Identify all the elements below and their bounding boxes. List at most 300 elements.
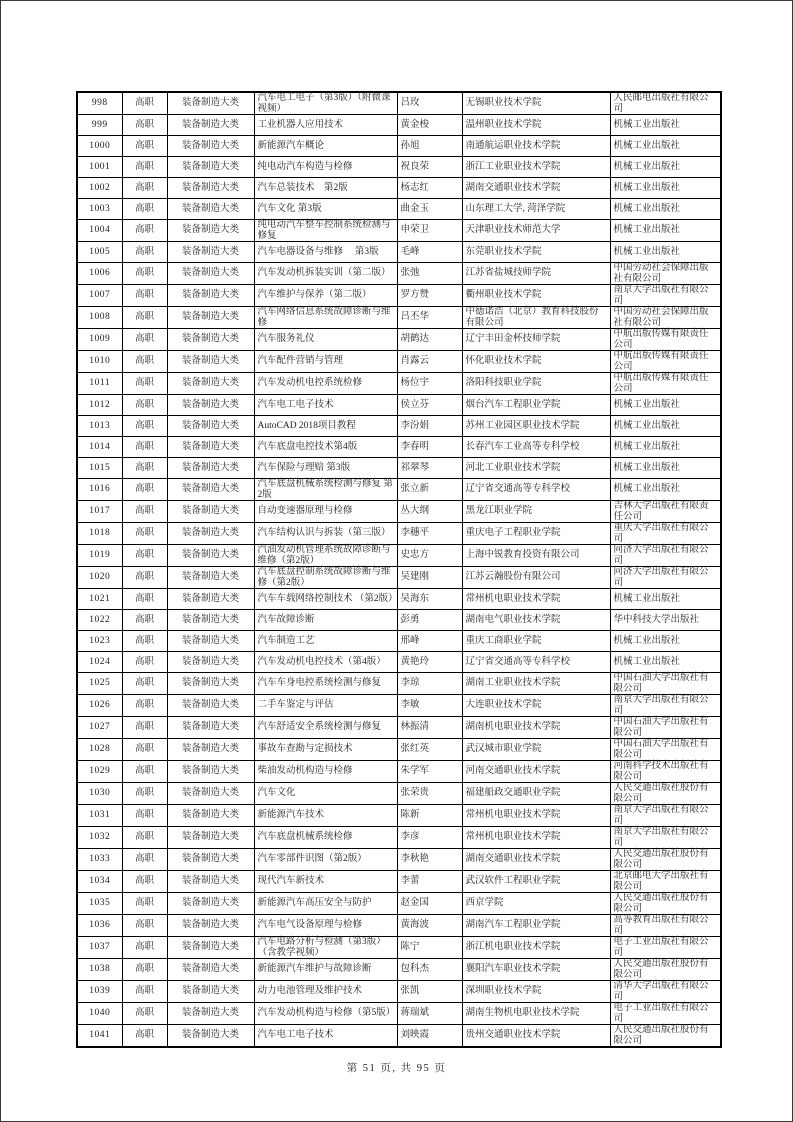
table-row — [77, 805, 721, 827]
cell-level: 高职 — [122, 545, 167, 567]
cell-title: 汽车故障诊断 — [254, 610, 397, 631]
cell-organization: 上海中锐教育投资有限公司 — [462, 545, 610, 567]
table-row — [77, 673, 721, 695]
cell-number: 1029 — [77, 761, 122, 783]
cell-publisher: 人民交通出版社股份有限公司 — [610, 1025, 721, 1048]
cell-publisher: 机械工业出版社 — [610, 178, 721, 199]
cell-number: 1032 — [77, 827, 122, 849]
cell-publisher: 中航出版传媒有限责任公司 — [610, 351, 721, 373]
cell-publisher: 人民交通出版社股份有限公司 — [610, 849, 721, 871]
cell-title: 汽车底盘机械系统检修 — [254, 827, 397, 849]
cell-category: 装备制造大类 — [167, 805, 254, 827]
cell-publisher: 机械工业出版社 — [610, 395, 721, 416]
cell-title: 汽车保险与理赔 第3版 — [254, 458, 397, 479]
table-row — [77, 479, 721, 501]
cell-title: 汽车总装技术 第2版 — [254, 178, 397, 199]
cell-author: 李彦 — [397, 827, 462, 849]
cell-title: 汽油发动机管理系统故障诊断与维修（第2版） — [254, 545, 397, 567]
cell-category: 装备制造大类 — [167, 610, 254, 631]
cell-level: 高职 — [122, 610, 167, 631]
table-row — [77, 1025, 721, 1048]
cell-number: 1031 — [77, 805, 122, 827]
cell-author: 祝良荣 — [397, 157, 462, 178]
cell-category: 装备制造大类 — [167, 871, 254, 893]
cell-level: 高职 — [122, 915, 167, 937]
cell-category: 装备制造大类 — [167, 827, 254, 849]
cell-category: 装备制造大类 — [167, 717, 254, 739]
cell-number: 1009 — [77, 329, 122, 351]
cell-publisher: 电子工业出版社有限公司 — [610, 1003, 721, 1025]
cell-level: 高职 — [122, 178, 167, 199]
cell-publisher: 河南科学技术出版社有限公司 — [610, 761, 721, 783]
cell-publisher: 清华大学出版社有限公司 — [610, 981, 721, 1003]
table-row — [77, 1003, 721, 1025]
cell-publisher: 机械工业出版社 — [610, 136, 721, 157]
cell-category: 装备制造大类 — [167, 501, 254, 523]
cell-level: 高职 — [122, 673, 167, 695]
cell-number: 1015 — [77, 458, 122, 479]
cell-author: 祁翠琴 — [397, 458, 462, 479]
cell-level: 高职 — [122, 479, 167, 501]
cell-number: 1024 — [77, 652, 122, 673]
cell-organization: 山东理工大学, 菏泽学院 — [462, 199, 610, 220]
cell-category: 装备制造大类 — [167, 937, 254, 959]
cell-number: 1005 — [77, 242, 122, 263]
cell-category: 装备制造大类 — [167, 589, 254, 610]
cell-publisher: 机械工业出版社 — [610, 416, 721, 437]
cell-organization: 重庆电子工程职业学院 — [462, 523, 610, 545]
cell-number: 1007 — [77, 285, 122, 307]
cell-organization: 河北工业职业技术学院 — [462, 458, 610, 479]
cell-number: 999 — [77, 115, 122, 136]
table-body — [77, 92, 721, 1047]
cell-organization: 怀化职业技术学院 — [462, 351, 610, 373]
cell-author: 邢峰 — [397, 631, 462, 652]
cell-publisher: 人民交通出版社股份有限公司 — [610, 959, 721, 981]
cell-publisher: 中国石油大学出版社有限公司 — [610, 673, 721, 695]
table-row — [77, 220, 721, 242]
cell-organization: 浙江工业职业技术学院 — [462, 157, 610, 178]
cell-organization: 辽宁省交通高等专科学校 — [462, 479, 610, 501]
cell-organization: 常州机电职业技术学院 — [462, 827, 610, 849]
cell-publisher: 人民交通出版社股份有限公司 — [610, 783, 721, 805]
cell-category: 装备制造大类 — [167, 92, 254, 115]
cell-title: 汽车配件营销与管理 — [254, 351, 397, 373]
cell-number: 1004 — [77, 220, 122, 242]
table-row — [77, 739, 721, 761]
table-row — [77, 437, 721, 458]
cell-author: 吴海东 — [397, 589, 462, 610]
cell-publisher: 中国劳动社会保障出版社有限公司 — [610, 307, 721, 329]
cell-author: 孙旭 — [397, 136, 462, 157]
table-row — [77, 849, 721, 871]
cell-organization: 湖南交通职业技术学院 — [462, 849, 610, 871]
cell-title: 汽车服务礼仪 — [254, 329, 397, 351]
cell-publisher: 机械工业出版社 — [610, 479, 721, 501]
cell-level: 高职 — [122, 783, 167, 805]
cell-title: 汽车维护与保养（第二版） — [254, 285, 397, 307]
cell-author: 曲金玉 — [397, 199, 462, 220]
cell-author: 毛峰 — [397, 242, 462, 263]
cell-organization: 武汉城市职业学院 — [462, 739, 610, 761]
cell-publisher: 机械工业出版社 — [610, 220, 721, 242]
cell-organization: 西京学院 — [462, 893, 610, 915]
cell-level: 高职 — [122, 501, 167, 523]
cell-author: 黄金梭 — [397, 115, 462, 136]
table-row — [77, 416, 721, 437]
cell-level: 高职 — [122, 981, 167, 1003]
cell-level: 高职 — [122, 285, 167, 307]
cell-organization: 福建船政交通职业学院 — [462, 783, 610, 805]
cell-author: 杨志红 — [397, 178, 462, 199]
cell-level: 高职 — [122, 959, 167, 981]
table-row — [77, 567, 721, 589]
table-row — [77, 717, 721, 739]
cell-number: 1022 — [77, 610, 122, 631]
cell-level: 高职 — [122, 351, 167, 373]
cell-publisher: 高等教育出版社有限公司 — [610, 915, 721, 937]
cell-author: 丛大纲 — [397, 501, 462, 523]
table-row — [77, 136, 721, 157]
table-row — [77, 329, 721, 351]
cell-author: 申荣卫 — [397, 220, 462, 242]
cell-category: 装备制造大类 — [167, 199, 254, 220]
cell-author: 李汾娟 — [397, 416, 462, 437]
table-row — [77, 115, 721, 136]
cell-category: 装备制造大类 — [167, 631, 254, 652]
cell-publisher: 机械工业出版社 — [610, 115, 721, 136]
cell-title: 汽车电工电子（第3版）（附微课视频） — [254, 92, 397, 115]
cell-title: 汽车车身电控系统检测与修复 — [254, 673, 397, 695]
cell-level: 高职 — [122, 416, 167, 437]
cell-category: 装备制造大类 — [167, 157, 254, 178]
table-row — [77, 893, 721, 915]
cell-author: 吕丕华 — [397, 307, 462, 329]
cell-number: 1030 — [77, 783, 122, 805]
cell-organization: 烟台汽车工程职业学院 — [462, 395, 610, 416]
cell-author: 陈新 — [397, 805, 462, 827]
cell-publisher: 机械工业出版社 — [610, 458, 721, 479]
cell-author: 陈宁 — [397, 937, 462, 959]
cell-level: 高职 — [122, 263, 167, 285]
cell-title: 新能源汽车技术 — [254, 805, 397, 827]
cell-number: 1003 — [77, 199, 122, 220]
cell-author: 彭勇 — [397, 610, 462, 631]
cell-title: 工业机器人应用技术 — [254, 115, 397, 136]
cell-category: 装备制造大类 — [167, 652, 254, 673]
cell-category: 装备制造大类 — [167, 263, 254, 285]
cell-publisher: 人民邮电出版社有限公司 — [610, 92, 721, 115]
cell-organization: 衢州职业技术学院 — [462, 285, 610, 307]
cell-number: 1017 — [77, 501, 122, 523]
cell-level: 高职 — [122, 631, 167, 652]
cell-publisher: 机械工业出版社 — [610, 652, 721, 673]
cell-organization: 常州机电职业技术学院 — [462, 589, 610, 610]
cell-number: 1036 — [77, 915, 122, 937]
table-row — [77, 178, 721, 199]
cell-level: 高职 — [122, 373, 167, 395]
cell-category: 装备制造大类 — [167, 220, 254, 242]
cell-publisher: 机械工业出版社 — [610, 199, 721, 220]
cell-category: 装备制造大类 — [167, 136, 254, 157]
cell-title: 纯电动汽车整车控制系统检测与修复 — [254, 220, 397, 242]
cell-author: 林振清 — [397, 717, 462, 739]
cell-author: 吴建刚 — [397, 567, 462, 589]
cell-organization: 浙江机电职业技术学院 — [462, 937, 610, 959]
cell-publisher: 机械工业出版社 — [610, 157, 721, 178]
cell-category: 装备制造大类 — [167, 893, 254, 915]
page-footer: 第 51 页, 共 95 页 — [346, 1063, 447, 1074]
cell-category: 装备制造大类 — [167, 479, 254, 501]
cell-title: 事故车查勘与定损技术 — [254, 739, 397, 761]
cell-level: 高职 — [122, 523, 167, 545]
cell-level: 高职 — [122, 695, 167, 717]
textbook-table — [76, 91, 722, 1048]
cell-level: 高职 — [122, 849, 167, 871]
cell-number: 1010 — [77, 351, 122, 373]
table-row — [77, 351, 721, 373]
cell-title: 汽车电工电子技术 — [254, 395, 397, 416]
table-row — [77, 871, 721, 893]
cell-number: 1016 — [77, 479, 122, 501]
table-row — [77, 981, 721, 1003]
cell-level: 高职 — [122, 893, 167, 915]
cell-category: 装备制造大类 — [167, 545, 254, 567]
cell-number: 1014 — [77, 437, 122, 458]
cell-level: 高职 — [122, 136, 167, 157]
table-row — [77, 285, 721, 307]
cell-title: 汽车发动机电控技术（第4版） — [254, 652, 397, 673]
cell-level: 高职 — [122, 717, 167, 739]
cell-publisher: 机械工业出版社 — [610, 589, 721, 610]
cell-organization: 湖南机电职业技术学院 — [462, 717, 610, 739]
table-row — [77, 501, 721, 523]
cell-title: 汽车文化 第3版 — [254, 199, 397, 220]
cell-category: 装备制造大类 — [167, 373, 254, 395]
cell-level: 高职 — [122, 220, 167, 242]
cell-author: 肖露云 — [397, 351, 462, 373]
cell-author: 李蕾 — [397, 871, 462, 893]
cell-level: 高职 — [122, 1025, 167, 1048]
cell-level: 高职 — [122, 242, 167, 263]
table-row — [77, 263, 721, 285]
cell-category: 装备制造大类 — [167, 115, 254, 136]
cell-organization: 长春汽车工业高等专科学校 — [462, 437, 610, 458]
table-row — [77, 373, 721, 395]
cell-publisher: 人民交通出版社股份有限公司 — [610, 893, 721, 915]
cell-organization: 河南交通职业技术学院 — [462, 761, 610, 783]
cell-publisher: 机械工业出版社 — [610, 242, 721, 263]
cell-number: 1027 — [77, 717, 122, 739]
table-row — [77, 523, 721, 545]
cell-organization: 武汉软件工程职业学院 — [462, 871, 610, 893]
cell-organization: 江苏云瀚股份有限公司 — [462, 567, 610, 589]
cell-category: 装备制造大类 — [167, 178, 254, 199]
table-row — [77, 959, 721, 981]
cell-number: 1008 — [77, 307, 122, 329]
cell-category: 装备制造大类 — [167, 849, 254, 871]
cell-title: 柴油发动机构造与检修 — [254, 761, 397, 783]
cell-number: 1038 — [77, 959, 122, 981]
cell-number: 1000 — [77, 136, 122, 157]
cell-category: 装备制造大类 — [167, 351, 254, 373]
cell-title: 汽车发动机拆装实训（第二版） — [254, 263, 397, 285]
cell-number: 1041 — [77, 1025, 122, 1048]
table-row — [77, 631, 721, 652]
cell-organization: 黑龙江职业学院 — [462, 501, 610, 523]
cell-publisher: 南京大学出版社有限公司 — [610, 695, 721, 717]
cell-level: 高职 — [122, 937, 167, 959]
cell-author: 李春明 — [397, 437, 462, 458]
cell-author: 罗方赞 — [397, 285, 462, 307]
cell-level: 高职 — [122, 805, 167, 827]
cell-publisher: 中国石油大学出版社有限公司 — [610, 717, 721, 739]
cell-number: 1035 — [77, 893, 122, 915]
cell-level: 高职 — [122, 307, 167, 329]
cell-organization: 贵州交通职业技术学院 — [462, 1025, 610, 1048]
cell-number: 1011 — [77, 373, 122, 395]
cell-category: 装备制造大类 — [167, 1003, 254, 1025]
cell-number: 1013 — [77, 416, 122, 437]
cell-publisher: 机械工业出版社 — [610, 437, 721, 458]
table-row — [77, 199, 721, 220]
cell-category: 装备制造大类 — [167, 416, 254, 437]
cell-number: 1034 — [77, 871, 122, 893]
cell-author: 胡鹤达 — [397, 329, 462, 351]
cell-title: 汽车结构认识与拆装（第三版） — [254, 523, 397, 545]
cell-title: 汽车底盘控制系统故障诊断与维修（第2版） — [254, 567, 397, 589]
cell-category: 装备制造大类 — [167, 242, 254, 263]
table-row — [77, 157, 721, 178]
cell-number: 1023 — [77, 631, 122, 652]
cell-title: 汽车底盘电控技术第4版 — [254, 437, 397, 458]
cell-author: 刘映霞 — [397, 1025, 462, 1048]
table-row — [77, 652, 721, 673]
cell-title: 新能源汽车维护与故障诊断 — [254, 959, 397, 981]
cell-category: 装备制造大类 — [167, 329, 254, 351]
cell-level: 高职 — [122, 761, 167, 783]
cell-level: 高职 — [122, 652, 167, 673]
cell-author: 张立新 — [397, 479, 462, 501]
cell-publisher: 同济大学出版社有限公司 — [610, 545, 721, 567]
cell-level: 高职 — [122, 395, 167, 416]
cell-number: 1033 — [77, 849, 122, 871]
cell-author: 朱学军 — [397, 761, 462, 783]
table-row — [77, 915, 721, 937]
cell-level: 高职 — [122, 437, 167, 458]
cell-title: AutoCAD 2018项目教程 — [254, 416, 397, 437]
cell-author: 吕玫 — [397, 92, 462, 115]
cell-author: 黄艳玲 — [397, 652, 462, 673]
cell-level: 高职 — [122, 739, 167, 761]
cell-publisher: 南京大学出版社有限公司 — [610, 827, 721, 849]
cell-category: 装备制造大类 — [167, 307, 254, 329]
cell-title: 二手车鉴定与评估 — [254, 695, 397, 717]
table-row — [77, 307, 721, 329]
table-row — [77, 92, 721, 115]
cell-title: 自动变速器原理与检修 — [254, 501, 397, 523]
cell-number: 998 — [77, 92, 122, 115]
cell-publisher: 中航出版传媒有限责任公司 — [610, 329, 721, 351]
cell-level: 高职 — [122, 567, 167, 589]
cell-number: 1025 — [77, 673, 122, 695]
table-row — [77, 242, 721, 263]
cell-title: 新能源汽车高压安全与防护 — [254, 893, 397, 915]
cell-title: 汽车网络信息系统故障诊断与维修 — [254, 307, 397, 329]
cell-title: 汽车舒适安全系统检测与修复 — [254, 717, 397, 739]
cell-author: 杨位宇 — [397, 373, 462, 395]
cell-number: 1002 — [77, 178, 122, 199]
cell-organization: 常州机电职业技术学院 — [462, 805, 610, 827]
cell-title: 汽车电气设备原理与检修 — [254, 915, 397, 937]
cell-organization: 辽宁丰田金杯技师学院 — [462, 329, 610, 351]
cell-category: 装备制造大类 — [167, 395, 254, 416]
cell-level: 高职 — [122, 1003, 167, 1025]
cell-author: 蒋瑞斌 — [397, 1003, 462, 1025]
cell-organization: 洛阳科技职业学院 — [462, 373, 610, 395]
cell-organization: 大连职业技术学院 — [462, 695, 610, 717]
table-row — [77, 695, 721, 717]
cell-category: 装备制造大类 — [167, 285, 254, 307]
cell-author: 侯立芬 — [397, 395, 462, 416]
cell-author: 赵金国 — [397, 893, 462, 915]
cell-number: 1021 — [77, 589, 122, 610]
table-row — [77, 610, 721, 631]
cell-title: 纯电动汽车构造与检修 — [254, 157, 397, 178]
cell-publisher: 华中科技大学出版社 — [610, 610, 721, 631]
cell-author: 张红英 — [397, 739, 462, 761]
cell-number: 1039 — [77, 981, 122, 1003]
cell-publisher: 机械工业出版社 — [610, 631, 721, 652]
cell-organization: 深圳职业技术学院 — [462, 981, 610, 1003]
cell-level: 高职 — [122, 589, 167, 610]
cell-organization: 温州职业技术学院 — [462, 115, 610, 136]
cell-category: 装备制造大类 — [167, 959, 254, 981]
table-row — [77, 783, 721, 805]
cell-number: 1012 — [77, 395, 122, 416]
cell-number: 1040 — [77, 1003, 122, 1025]
cell-organization: 中德诺浩（北京）教育科技股份有限公司 — [462, 307, 610, 329]
cell-organization: 江苏省盐城技师学院 — [462, 263, 610, 285]
cell-publisher: 北京邮电大学出版社有限公司 — [610, 871, 721, 893]
cell-title: 现代汽车新技术 — [254, 871, 397, 893]
cell-organization: 襄阳汽车职业技术学院 — [462, 959, 610, 981]
cell-title: 汽车零部件识图（第2版） — [254, 849, 397, 871]
cell-author: 李穗平 — [397, 523, 462, 545]
cell-title: 汽车电路分析与检测（第3版）（含教学视频） — [254, 937, 397, 959]
cell-organization: 湖南工业职业技术学院 — [462, 673, 610, 695]
cell-category: 装备制造大类 — [167, 695, 254, 717]
cell-author: 包科杰 — [397, 959, 462, 981]
cell-title: 汽车发动机构造与检修（第5版） — [254, 1003, 397, 1025]
cell-title: 汽车车载网络控制技术 （第2版） — [254, 589, 397, 610]
cell-organization: 湖南生物机电职业技术学院 — [462, 1003, 610, 1025]
cell-number: 1018 — [77, 523, 122, 545]
cell-organization: 东莞职业技术学院 — [462, 242, 610, 263]
cell-publisher: 南京大学出版社有限公司 — [610, 805, 721, 827]
cell-number: 1001 — [77, 157, 122, 178]
cell-publisher: 电子工业出版社有限公司 — [610, 937, 721, 959]
cell-category: 装备制造大类 — [167, 458, 254, 479]
table-row — [77, 545, 721, 567]
cell-publisher: 同济大学出版社有限公司 — [610, 567, 721, 589]
cell-title: 汽车底盘机械系统检测与修复 第2版 — [254, 479, 397, 501]
cell-level: 高职 — [122, 157, 167, 178]
cell-organization: 苏州工业园区职业技术学院 — [462, 416, 610, 437]
cell-organization: 辽宁省交通高等专科学校 — [462, 652, 610, 673]
cell-level: 高职 — [122, 871, 167, 893]
cell-author: 李秋艳 — [397, 849, 462, 871]
